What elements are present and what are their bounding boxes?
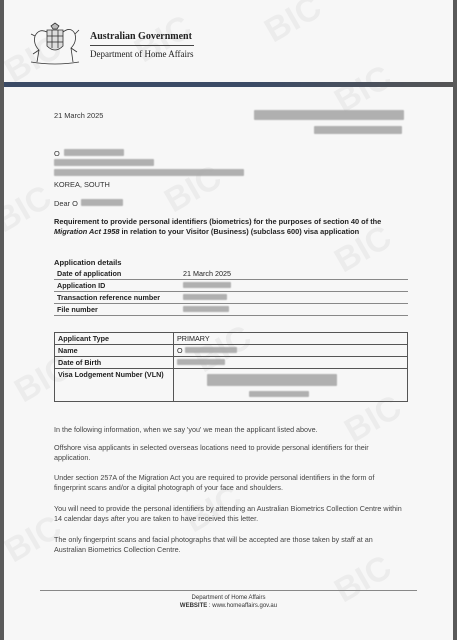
row-value xyxy=(180,304,408,316)
addressee-country: KOREA, SOUTH xyxy=(54,180,110,189)
header-band xyxy=(4,82,453,87)
watermark xyxy=(4,178,58,241)
row-label: Date of application xyxy=(54,268,180,280)
application-details-table xyxy=(54,268,408,316)
redacted-name xyxy=(81,199,123,206)
government-title: Australian Government xyxy=(90,31,192,42)
title-divider xyxy=(90,45,194,46)
paragraph: Offshore visa applicants in selected overseas locations need to provide personal identifiers for their application. xyxy=(54,443,369,462)
watermark xyxy=(328,548,398,611)
paragraph: Under section 257A of the Migration Act you are required to provide personal identifiers in the form of fingerprint scans and/or a digital photograph of your face and shoulders. xyxy=(54,473,375,492)
row-label: Applicant Type xyxy=(55,333,174,345)
table-row xyxy=(55,345,408,357)
salutation: Dear O xyxy=(54,199,78,208)
row-value: PRIMARY xyxy=(174,333,408,345)
paragraph: In the following information, when we say 'you' we mean the applicant listed above. xyxy=(54,425,318,434)
row-label: File number xyxy=(54,304,180,316)
footer-website: WEBSITE : www.homeaffairs.gov.au xyxy=(179,603,278,609)
row-label: Application ID xyxy=(54,280,180,292)
paragraph: You will need to provide the personal identifiers by attending an Australian Biometrics Collection Centre within 14 calendar days after you are taken to have received this letter. xyxy=(54,504,402,523)
redacted-address xyxy=(54,169,244,176)
table-row xyxy=(55,333,408,345)
addressee-name: O xyxy=(54,149,60,158)
applicant-table xyxy=(54,332,408,402)
application-details-heading: Application details xyxy=(54,258,122,267)
table-row xyxy=(54,268,408,280)
footer-divider xyxy=(40,590,417,591)
letter-page xyxy=(4,0,453,640)
table-row xyxy=(55,369,408,402)
watermark xyxy=(158,158,228,221)
row-value xyxy=(174,369,408,402)
footer-department: Department of Home Affairs xyxy=(191,595,266,601)
redacted-reference xyxy=(254,110,404,120)
row-value xyxy=(174,357,408,369)
table-row xyxy=(54,292,408,304)
website-link[interactable]: www.homeaffairs.gov.au xyxy=(212,603,278,609)
row-label: Transaction reference number xyxy=(54,292,180,304)
row-value: O xyxy=(174,345,408,357)
department-name: Department of Home Affairs xyxy=(90,49,194,59)
row-label: Date of Birth xyxy=(55,357,174,369)
row-label: Visa Lodgement Number (VLN) xyxy=(55,369,174,402)
watermark xyxy=(258,0,328,51)
row-label: Name xyxy=(55,345,174,357)
coat-of-arms-icon xyxy=(27,22,83,66)
redacted-address xyxy=(54,159,154,166)
row-value xyxy=(180,280,408,292)
row-value: 21 March 2025 xyxy=(180,268,408,280)
table-row xyxy=(54,280,408,292)
table-row xyxy=(54,304,408,316)
redacted-reference xyxy=(314,126,402,134)
paragraph: The only fingerprint scans and facial photographs that will be accepted are those taken by staff at an Australian Biometrics Collection Centre. xyxy=(54,535,373,554)
row-value xyxy=(180,292,408,304)
redacted-name xyxy=(64,149,124,156)
table-row xyxy=(55,357,408,369)
letter-subject: Requirement to provide personal identifiers (biometrics) for the purposes of section 40 of the Migration Act 1958 in relation to your Visitor (Business) (subclass 600) visa application xyxy=(54,217,382,236)
letter-date: 21 March 2025 xyxy=(54,111,104,120)
